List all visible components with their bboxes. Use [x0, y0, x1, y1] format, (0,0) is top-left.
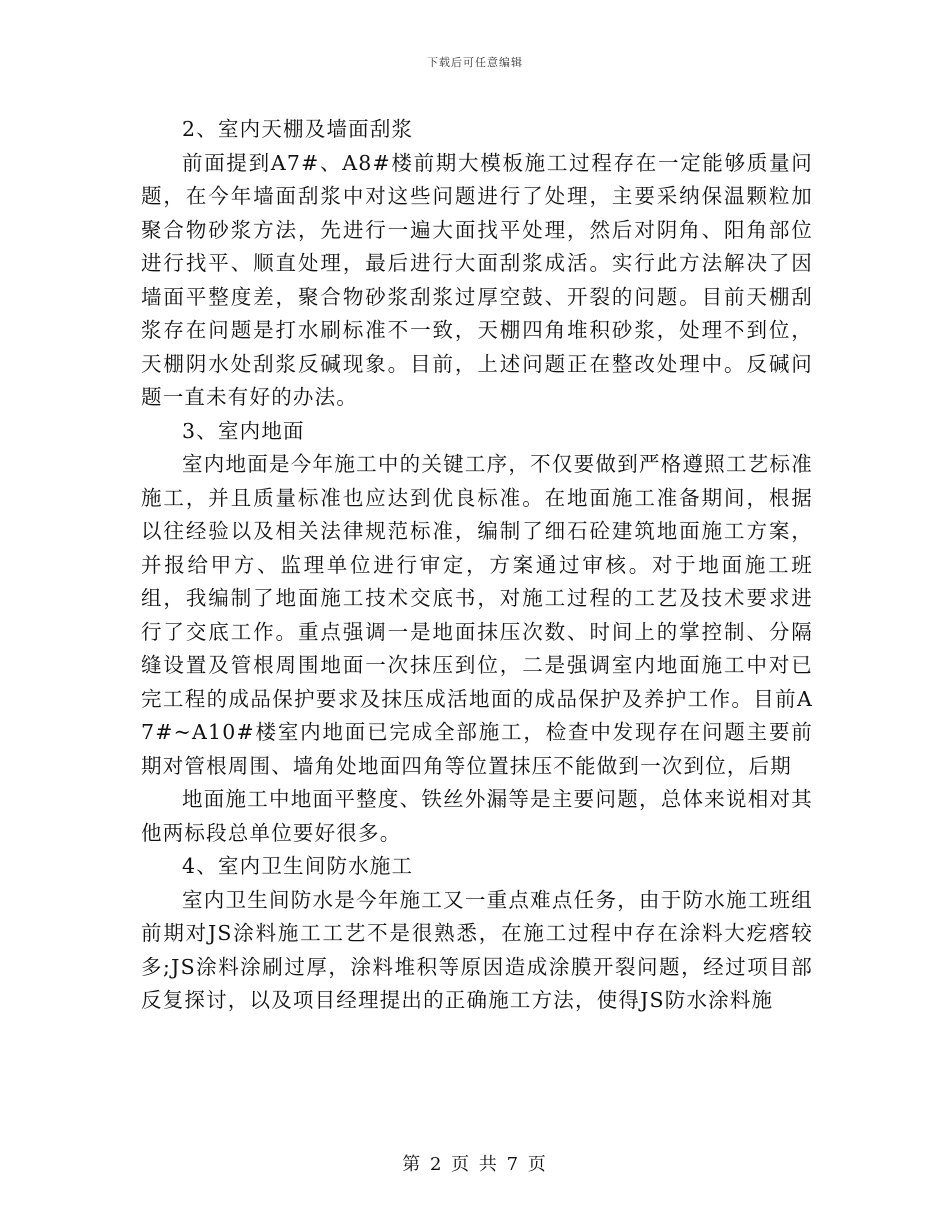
section-heading-floor: 3、室内地面: [182, 418, 305, 443]
section-heading-waterproof: 4、室内卫生间防水施工: [182, 854, 414, 878]
page-number: 第 2 页 共 7 页: [402, 1154, 548, 1175]
paragraph-floor: 室内地面是今年施工中的关键工序，不仅要做到严格遵照工艺标准施工，并且质量标准也应达到优良标准。在地面施工准备期间，根据以往经验以及相关法律规范标准，编制了细石砼建筑地面施工方案，并报给甲方、监理单位进行审定，方案通过审核。对于地面施工班组，我编制了地面施工技术交底书，对施工过程的工艺及技术要求进行了交底工作。重点强调一是地面抹压次数、时间上的掌控制、分隔缝设置及管根周围地面一次抹压到位，二是强调室内地面施工中对已完工程的成品保护要求及抹压成活地面的成品保护及养护工作。目前A7#~A10#楼室内地面已完成全部施工，检查中发现存在问题主要前期对管根周围、墙角处地面四角等位置抹压不能做到一次到位，后期: [141, 452, 813, 778]
page-header: 下载后可任意编辑: [427, 56, 523, 69]
paragraph-floor-continued: 地面施工中地面平整度、铁丝外漏等是主要问题，总体来说相对其他两标段总单位要好很多。: [141, 787, 813, 845]
paragraph-ceiling-wall: 前面提到A7#、A8#楼前期大模板施工过程存在一定能够质量问题，在今年墙面刮浆中对这些问题进行了处理，主要采纳保温颗粒加聚合物砂浆方法，先进行一遍大面找平处理，然后对阴角、阳角部位进行找平、顺直处理，最后进行大面刮浆成活。实行此方法解决了因墙面平整度差，聚合物砂浆刮浆过厚空鼓、开裂的问题。目前天棚刮浆存在问题是打水刷标准不一致，天棚四角堆积砂浆，处理不到位，天棚阴水处刮浆反碱现象。目前，上述问题正在整改处理中。反碱问题一直未有好的办法。: [141, 150, 813, 409]
paragraph-waterproof: 室内卫生间防水是今年施工又一重点难点任务，由于防水施工班组前期对JS涂料施工工艺不是很熟悉，在施工过程中存在涂料大疙瘩较多;JS涂料涂刷过厚，涂料堆积等原因造成涂膜开裂问题，经过项目部反复探讨，以及项目经理提出的正确施工方法，使得JS防水涂料施: [141, 887, 813, 1012]
section-heading-ceiling-wall: 2、室内天棚及墙面刮浆: [182, 117, 414, 141]
document-body: [141, 113, 813, 1018]
